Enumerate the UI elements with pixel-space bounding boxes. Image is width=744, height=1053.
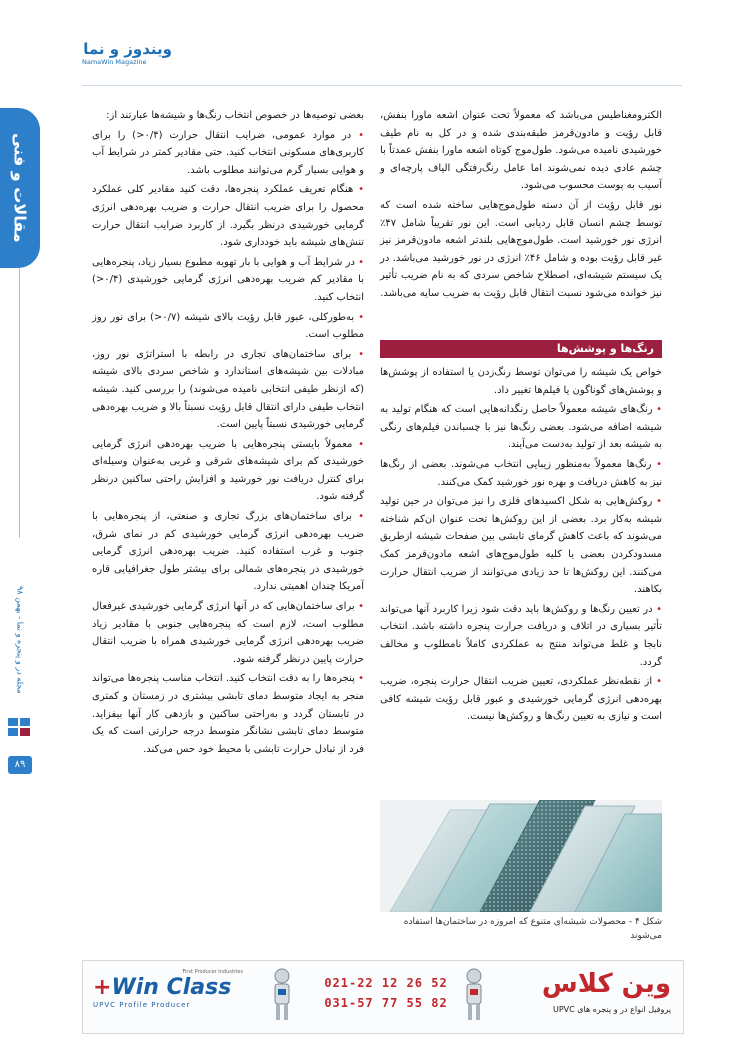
paragraph: خواص یک شیشه را می‌توان توسط رنگ‌زدن یا استفاده از پوشش‌ها و پوشش‌های گوناگون یا فیلم‌ها تغییر داد. xyxy=(380,367,662,396)
paragraph: • معمولاً بایستی پنجره‌هایی با ضریب بهره‌دهی انرژی گرمایی خورشیدی کم برای شیشه‌های شرقی و غربی به‌عنوان وسیله‌ای برای کنترل دریافت نور خورشید و افزایش راحتی ساکنین درنظر گرفته شود. xyxy=(92,436,364,506)
ad-right-brand: وین کلاس xyxy=(541,969,671,999)
paragraph: بعضی توصیه‌ها در خصوص انتخاب رنگ‌ها و شیشه‌ها عبارتند از: xyxy=(106,110,364,121)
ad-english-brand xyxy=(93,969,243,1009)
ad-left-tagline: UPVC Profile Producer xyxy=(93,1001,191,1009)
paragraph: • از نقطه‌نظر عملکردی، تعیین ضریب انتقال حرارت پنجره، ضریب بهره‌دهی انرژی گرمایی خورشیدی و عبور قابل رؤیت شیشه کافی است و نیازی به تعیین رنگ‌ها و روکش‌ها نیست. xyxy=(380,673,662,726)
paragraph: • در شرایط آب و هوایی با بار تهویه مطبوع بسیار زیاد، پنجره‌هایی با مقادیر کم ضریب بهره‌دهی انرژی گرمایی خورشیدی (۰/۴<) انتخاب کنید. xyxy=(92,254,364,307)
left-column xyxy=(92,107,364,760)
paragraph: • هنگام تعریف عملکرد پنجره‌ها، دقت کنید مقادیر کلی عملکرد محصول را برای ضریب انتقال حرارت و ضریب بهره‌دهی انرژی گرمایی خورشیدی درنظر بگیرد. از کاربرد ضرایب انتقال حرارت تنش‌های شیشه باید خودداری شود. xyxy=(92,181,364,251)
ad-right-tagline: پروفیل انواع در و پنجره های UPVC xyxy=(552,1005,671,1014)
paragraph: • در موارد عمومی، ضرایب انتقال حرارت (۰/۴<) را برای کاربری‌های مسکونی انتخاب کنید. حتی مقادیر کمتر در شرایط آب و هوایی بسیار گرم می‌توانند مطلوب باشد. xyxy=(92,127,364,180)
paragraph: • به‌طورکلی، عبور قابل رؤیت بالای شیشه (۰/۷<) برای نور روز مطلوب است. xyxy=(92,309,364,344)
side-divider xyxy=(19,268,20,538)
right-column-bottom xyxy=(380,364,662,728)
paragraph: الکترومغناطیس می‌باشد که معمولاً تحت عنوان اشعه ماورا بنفش، قابل رؤیت و مادون‌قرمز طبقه‌بندی شده و در کل به نام طیف خورشیدی نامیده می‌شود. طول‌موج کوتاه اشعه ماورا بنفش عمدتاً با چشم عادی دیده نمی‌شوند اما عامل رنگ‌رفتگی الیاف پارچه‌ای و آسیب به پوست محسوب می‌شود. xyxy=(380,110,662,192)
paragraph: • رنگ‌های شیشه معمولاً حاصل رنگدانه‌هایی است که هنگام تولید به شیشه اضافه می‌شود. بعضی رنگ‌ها نیز با چسباندن فیلم‌های رنگی به شیشه بعد از تولید به‌دست می‌آیند. xyxy=(380,401,662,454)
paragraph: • رنگ‌ها معمولاً به‌منظور زیبایی انتخاب می‌شوند. بعضی از رنگ‌ها نیز به کاهش دریافت و بهره نور خورشید کمک می‌کنند. xyxy=(380,456,662,491)
glass-products-figure xyxy=(380,800,662,912)
section-tab xyxy=(0,108,40,268)
ad-left-brand-text: Win Class xyxy=(111,975,232,1000)
ad-phone-2: 031-57 77 55 82 xyxy=(324,996,448,1010)
paragraph: • در تعیین رنگ‌ها و روکش‌ها باید دقت شود زیرا کاربرد آنها می‌تواند تأثیر بسیاری در اتلاف و دریافت حرارت پنجره داشته باشد. انتخاب نابجا و غلط می‌تواند منتج به عملکردی کاملاً نامطلوب و مخالف گردد. xyxy=(380,601,662,671)
figure-caption: شکل ۴ - محصولات شیشه‌ای متنوع که امروزه در ساختمان‌ها استفاده می‌شوند xyxy=(403,917,662,941)
logo-subtitle: NamaWin Magazine xyxy=(82,58,147,66)
logo-text: ویندوز و نما xyxy=(83,40,172,58)
paragraph: • پنجره‌ها را به دقت انتخاب کنید. انتخاب مناسب پنجره‌ها می‌تواند منجر به ایجاد متوسط دمای تابشی بیشتری در زمستان و کمتری در تابستان گردد و به‌راحتی ساکنین و بازدهی کار آنها بیفزاید. متوسط دمای تابشی نشانگر متوسط درجه حرارتی است که یک فرد از تبادل حرارت تابشی با محیط خود حس می‌کند. xyxy=(92,670,364,758)
ad-left-brand: +Win Class xyxy=(93,975,232,1000)
ad-phone-1: 021-22 12 26 52 xyxy=(324,976,448,990)
robot-mascot-icon xyxy=(461,967,487,1023)
paragraph: • برای ساختمان‌هایی که در آنها انرژی گرمایی خورشیدی غیرفعال مطلوب است، لازم است که پنجره‌هایی جنوبی با مقادیر زیاد ضریب بهره‌دهی انرژی گرمایی خورشیدی همراه با ضریب انتقال حرارت پایین درنظر گرفته شود. xyxy=(92,598,364,668)
paragraph: • برای ساختمان‌های بزرگ تجاری و صنعتی، از پنجره‌هایی با ضریب بهره‌دهی انرژی گرمایی خورشیدی کم در نمای شرق، جنوب و غرب استفاده کنید. ضریب بهره‌دهی انرژی گرمایی خورشیدی در پنجره‌های شمالی برای بیشتر طول جغرافیایی قاره آمریکا چندان اهمیتی ندارد. xyxy=(92,508,364,596)
right-column-top xyxy=(380,107,662,305)
ad-persian-brand xyxy=(501,969,671,1014)
section-heading: رنگ‌ها و پوشش‌ها xyxy=(380,340,662,358)
advertisement-banner[interactable] xyxy=(82,960,684,1034)
section-tab-title: مقالات و فنی xyxy=(10,133,30,243)
ad-phone-numbers xyxy=(311,973,461,1013)
issue-caption: مجله در و پنجره و نما - بهمن ۹۸ xyxy=(15,586,25,694)
window-icon xyxy=(6,712,34,740)
ad-left-top-text: First Producer Industries xyxy=(182,969,243,975)
page-number: ۸۹ xyxy=(8,756,32,774)
paragraph: • روکش‌هایی به شکل اکسیدهای فلزی را نیز می‌توان در حین تولید شیشه به‌کار برد. بعضی از این روکش‌ها تحت عنوان ان‌کم شناخته می‌شوند که باعث کاهش گرمای تابشی بین صفحات شیشه ازطریق مسدودکردن بعضی یا کلیه طول‌موج‌های اشعه مادون‌قرمز کمک می‌کنند. این روکش‌ها تا حد زیادی می‌توانند از ضریب انتقال حرارت بکاهند. xyxy=(380,493,662,599)
robot-mascot-icon xyxy=(269,967,295,1023)
paragraph: • برای ساختمان‌های تجاری در رابطه با استراتژی نور روز، مبادلات بین شیشه‌های استاندارد و شاخص سردی بالای شیشه (که ازنظر طیفی انتخابی نامیده می‌شوند) را بررسی کنید. شیشه انتخاب طیفی دارای انتقال قابل رؤیت نسبتاً بالا و ضریب بهره‌دهی گرمایی خورشیدی نسبتاً پایین است. xyxy=(92,346,364,434)
header-divider xyxy=(82,85,682,86)
glass-panels-illustration xyxy=(380,800,662,912)
paragraph: نور قابل رؤیت از آن دسته طول‌موج‌هایی ساخته شده است که توسط چشم انسان قابل ردیابی است. این نور تقریباً شامل ۴۷٪ انرژی نور خورشید است. طول‌موج‌هایی بلندتر اشعه مادون‌قرمز نیز غیر قابل رؤیت بوده و شامل ۴۶٪ انرژی در نور خورشید می‌باشد. در یک سیستم شیشه‌ای، اصطلاح شاخص سردی که به نام ضریب تأثیر نیز خوانده می‌شود نسبت انتقال قابل رؤیت به ضریب سایه می‌باشد. xyxy=(380,199,663,299)
magazine-logo xyxy=(82,40,172,66)
